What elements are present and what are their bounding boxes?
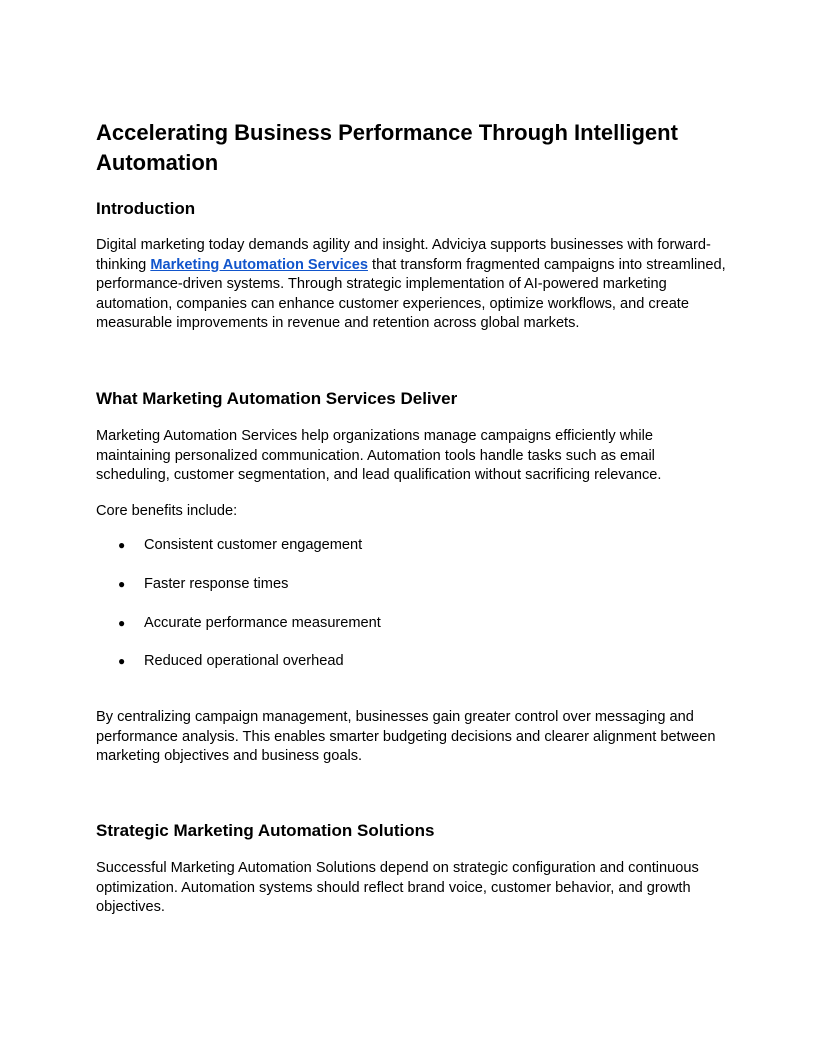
centralizing-paragraph: By centralizing campaign management, businesses gain greater control over messaging and performance analysis. This enables smarter budgeting decisions and clearer alignment between marketing objectives and business goals.: [96, 709, 716, 764]
marketing-automation-services-link[interactable]: Marketing Automation Services: [150, 256, 368, 273]
bullet-icon: ●: [118, 615, 126, 630]
bullet-icon: ●: [118, 538, 126, 552]
heading-strategic-solutions: Strategic Marketing Automation Solutions: [96, 821, 435, 840]
list-item: [96, 574, 728, 613]
core-benefits-intro: Core benefits include:: [96, 503, 238, 519]
document-title: Accelerating Business Performance Through Intelligent Automation: [96, 120, 678, 175]
list-item-text: Consistent customer engagement: [144, 537, 363, 553]
heading-introduction: Introduction: [96, 199, 196, 218]
core-benefits-list: [96, 535, 728, 690]
deliver-paragraph: Marketing Automation Services help organizations manage campaigns efficiently while maintaining personalized communication. Automation tools handle tasks such as email scheduling, customer segmentation, and lead qualification without sacrificing relevance.: [96, 428, 662, 483]
bullet-icon: ●: [118, 654, 126, 669]
intro-paragraph: [96, 236, 728, 334]
intro-text-after-link: that transform fragmented campaigns into streamlined, performance-driven systems. Through strategic implementation of AI-powered marketing automation, companies can enhance customer experiences, optimize workflows, and create measurable improvements in revenue and retention across global markets.: [96, 256, 726, 331]
bullet-icon: ●: [118, 576, 126, 591]
strategic-paragraph: Successful Marketing Automation Solutions depend on strategic configuration and continuous optimization. Automation systems should reflect brand voice, customer behavior, and growth objectives.: [96, 860, 699, 915]
list-item: [96, 613, 728, 652]
list-item: [96, 651, 728, 690]
list-item-text: Reduced operational overhead: [144, 653, 344, 670]
list-item-text: Faster response times: [144, 575, 289, 592]
intro-text-before-link: Digital marketing today demands agility and insight. Adviciya supports businesses with forward-thinking: [96, 237, 711, 273]
heading-what-deliver: What Marketing Automation Services Deliver: [96, 389, 458, 408]
list-item: [96, 535, 728, 574]
list-item-text: Accurate performance measurement: [144, 614, 381, 631]
